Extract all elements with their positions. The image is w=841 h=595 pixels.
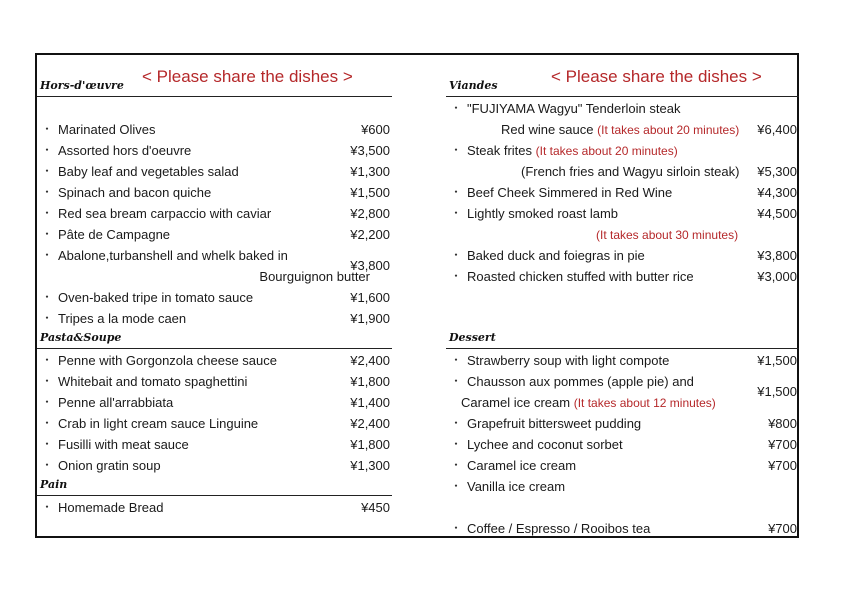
menu-item-roast-lamb <box>446 203 799 224</box>
menu-item-duck-foiegras <box>446 245 799 266</box>
item-name: (French fries and Wagyu sirloin steak) <box>521 164 740 179</box>
item-price: ¥3,800 <box>350 258 390 273</box>
item-price: ¥1,300 <box>350 164 390 179</box>
bullet-icon: ・ <box>41 374 54 388</box>
bullet-icon: ・ <box>41 248 54 262</box>
item-name: Baby leaf and vegetables salad <box>58 164 239 179</box>
divider-hors-doeuvre <box>37 96 392 97</box>
item-name: Beef Cheek Simmered in Red Wine <box>467 185 673 200</box>
bullet-icon: ・ <box>450 521 463 535</box>
bullet-icon: ・ <box>450 458 463 472</box>
menu-item <box>37 203 392 224</box>
menu-item-lychee-sorbet <box>446 434 799 455</box>
menu-item-fujiyama-line2 <box>446 119 799 140</box>
bullet-icon: ・ <box>41 164 54 178</box>
bullet-icon: ・ <box>41 185 54 199</box>
item-price: ¥1,600 <box>350 290 390 305</box>
item-name: Homemade Bread <box>58 500 164 515</box>
bullet-icon: ・ <box>450 269 463 283</box>
share-note-left: < Please share the dishes > <box>142 67 353 86</box>
item-name: Pâte de Campagne <box>58 227 171 242</box>
item-name: Assorted hors d'oeuvre <box>58 143 192 158</box>
item-name: Strawberry soup with light compote <box>467 353 670 368</box>
divider-pasta-soupe <box>37 348 392 349</box>
bullet-icon: ・ <box>41 437 54 451</box>
item-price: ¥800 <box>768 416 797 431</box>
menu-item <box>37 455 392 476</box>
menu-item-caramel-ice-cream <box>446 455 799 476</box>
item-name: Lightly smoked roast lamb <box>467 206 619 221</box>
menu-item <box>37 392 392 413</box>
time-note: (It takes about 20 minutes) <box>597 123 740 137</box>
item-name: Tripes a la mode caen <box>58 311 187 326</box>
item-name: Onion gratin soup <box>58 458 161 473</box>
menu-item <box>37 161 392 182</box>
menu-item <box>37 140 392 161</box>
item-name: "FUJIYAMA Wagyu" Tenderloin steak <box>467 101 681 116</box>
bullet-icon: ・ <box>41 500 54 514</box>
item-name: Coffee / Espresso / Rooibos tea <box>467 521 651 536</box>
item-name: Red wine sauce <box>501 122 594 137</box>
item-name: Lychee and coconut sorbet <box>467 437 623 452</box>
menu-item-beef-cheek <box>446 182 799 203</box>
item-name: Roasted chicken stuffed with butter rice <box>467 269 694 284</box>
time-note: (It takes about 30 minutes) <box>596 228 739 242</box>
bullet-icon: ・ <box>450 101 463 115</box>
item-name: Red sea bream carpaccio with caviar <box>58 206 272 221</box>
item-price: ¥2,400 <box>350 353 390 368</box>
divider-pain <box>37 495 392 496</box>
item-price: ¥5,300 <box>757 164 797 179</box>
item-price: ¥1,500 <box>757 384 797 399</box>
left-column <box>37 55 392 536</box>
menu-item-steak-frites-line2 <box>446 161 799 182</box>
divider-dessert <box>446 348 799 349</box>
item-price: ¥1,800 <box>350 437 390 452</box>
bullet-icon: ・ <box>450 416 463 430</box>
section-title-hors-doeuvre: Hors-d'œuvre <box>40 79 124 92</box>
item-price: ¥700 <box>768 437 797 452</box>
menu-item <box>37 224 392 245</box>
menu-item-vanilla-ice-cream <box>446 476 799 497</box>
bullet-icon: ・ <box>41 395 54 409</box>
item-name: Grapefruit bittersweet pudding <box>467 416 642 431</box>
item-price: ¥700 <box>768 458 797 473</box>
item-name: Marinated Olives <box>58 122 156 137</box>
divider-viandes <box>446 96 799 97</box>
menu-item <box>37 413 392 434</box>
menu-item-roast-lamb-note <box>446 224 799 245</box>
right-column <box>446 55 799 536</box>
item-price: ¥3,800 <box>757 248 797 263</box>
menu-item <box>37 497 392 518</box>
menu-frame <box>35 53 799 538</box>
item-name: Crab in light cream sauce Linguine <box>58 416 259 431</box>
bullet-icon: ・ <box>450 374 463 388</box>
item-price: ¥3,500 <box>350 143 390 158</box>
item-price: ¥4,300 <box>757 185 797 200</box>
item-name: Fusilli with meat sauce <box>58 437 189 452</box>
bullet-icon: ・ <box>450 248 463 262</box>
bullet-icon: ・ <box>41 122 54 136</box>
menu-item-roasted-chicken <box>446 266 799 287</box>
item-name: Whitebait and tomato spaghettini <box>58 374 248 389</box>
bullet-icon: ・ <box>41 416 54 430</box>
item-price: ¥700 <box>768 521 797 536</box>
item-name: Vanilla ice cream <box>467 479 566 494</box>
item-price: ¥3,000 <box>757 269 797 284</box>
bullet-icon: ・ <box>41 227 54 241</box>
item-price: ¥1,800 <box>350 374 390 389</box>
item-name: Steak frites <box>467 143 533 158</box>
bullet-icon: ・ <box>450 437 463 451</box>
time-note: (It takes about 12 minutes) <box>573 396 716 410</box>
bullet-icon: ・ <box>41 206 54 220</box>
item-price: ¥600 <box>361 122 390 137</box>
bullet-icon: ・ <box>450 206 463 220</box>
menu-item-grapefruit <box>446 413 799 434</box>
bullet-icon: ・ <box>41 290 54 304</box>
item-price: ¥1,900 <box>350 311 390 326</box>
section-title-dessert: Dessert <box>449 331 496 344</box>
menu-item <box>37 245 392 287</box>
item-name-line2: Caramel ice cream <box>461 395 571 410</box>
bullet-icon: ・ <box>41 458 54 472</box>
bullet-icon: ・ <box>41 311 54 325</box>
bullet-icon: ・ <box>41 353 54 367</box>
item-name: Penne with Gorgonzola cheese sauce <box>58 353 277 368</box>
section-title-pasta-soupe: Pasta&Soupe <box>40 331 122 344</box>
bullet-icon: ・ <box>450 143 463 157</box>
item-price: ¥4,500 <box>757 206 797 221</box>
menu-item-chausson <box>446 371 799 413</box>
menu-item-strawberry-soup <box>446 350 799 371</box>
menu-item-steak-frites <box>446 140 799 161</box>
menu-item <box>37 308 392 329</box>
item-price: ¥450 <box>361 500 390 515</box>
bullet-icon: ・ <box>41 143 54 157</box>
menu-item-coffee <box>446 518 799 539</box>
bullet-icon: ・ <box>450 479 463 493</box>
item-name: Baked duck and foiegras in pie <box>467 248 645 263</box>
item-name: Abalone,turbanshell and whelk baked in <box>58 248 288 263</box>
item-name: Caramel ice cream <box>467 458 577 473</box>
item-name: Penne all'arrabbiata <box>58 395 174 410</box>
menu-item <box>37 119 392 140</box>
menu-item-fujiyama <box>446 98 799 119</box>
menu-item <box>37 287 392 308</box>
item-name: Spinach and bacon quiche <box>58 185 212 200</box>
item-price: ¥1,300 <box>350 458 390 473</box>
bullet-icon: ・ <box>450 353 463 367</box>
item-price: ¥6,400 <box>757 122 797 137</box>
menu-item <box>37 350 392 371</box>
item-price: ¥2,400 <box>350 416 390 431</box>
item-price: ¥2,800 <box>350 206 390 221</box>
section-title-pain: Pain <box>40 478 68 491</box>
item-price: ¥1,500 <box>757 353 797 368</box>
menu-item <box>37 371 392 392</box>
item-name-line2: Bourguignon butter <box>259 269 370 284</box>
time-note: (It takes about 20 minutes) <box>535 144 678 158</box>
item-name: Chausson aux pommes (apple pie) and <box>467 374 694 389</box>
menu-item <box>37 434 392 455</box>
share-note-right: < Please share the dishes > <box>551 67 762 86</box>
menu-item <box>37 182 392 203</box>
item-price: ¥1,400 <box>350 395 390 410</box>
item-price: ¥2,200 <box>350 227 390 242</box>
section-title-viandes: Viandes <box>449 79 498 92</box>
item-name: Oven-baked tripe in tomato sauce <box>58 290 254 305</box>
item-price: ¥1,500 <box>350 185 390 200</box>
bullet-icon: ・ <box>450 185 463 199</box>
